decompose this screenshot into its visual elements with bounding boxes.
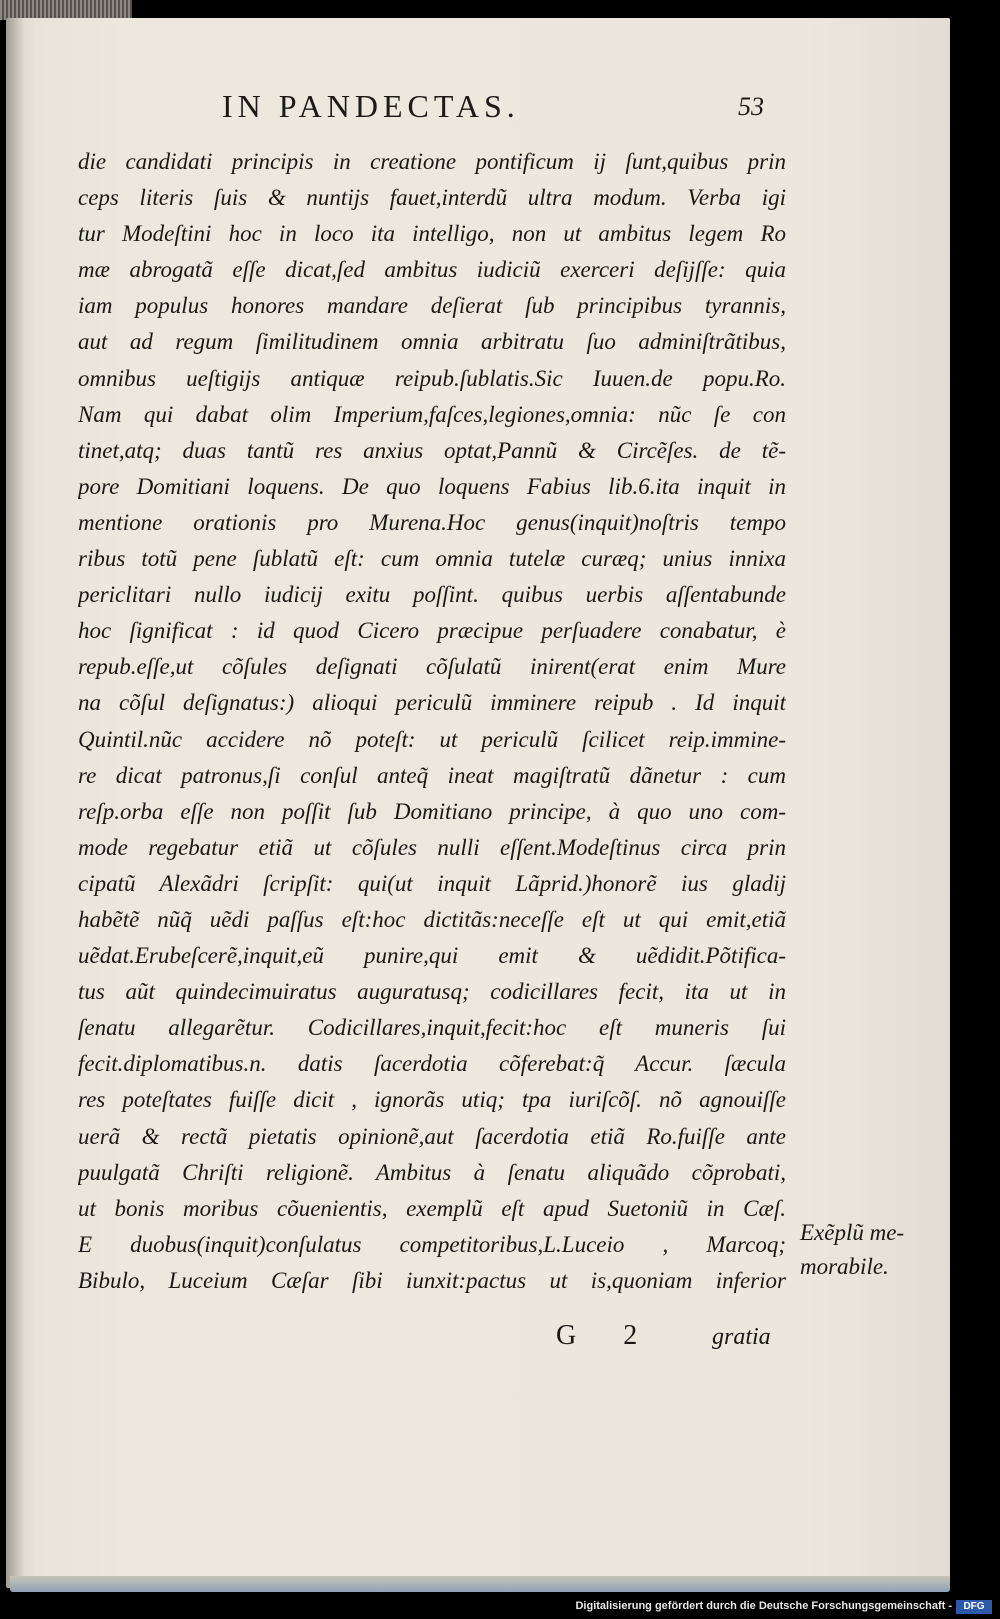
text-line: omnibus ueſtigijs antiquæ reipub.ſublatis.Sic Iuuen.de popu.Ro. xyxy=(78,365,786,391)
text-line: puulgatã Chriſti religionẽ. Ambitus à ſenatu aliquãdo cõprobati, xyxy=(78,1159,786,1185)
text-line: aut ad regum ſimilitudinem omnia arbitratu ſuo adminiſtrãtibus, xyxy=(78,329,786,355)
text-line: Quintil.nũc accidere nõ poteſt: ut periculũ ſcilicet reip.immine- xyxy=(78,726,786,752)
marginal-note-line: morabile. xyxy=(800,1254,889,1279)
running-head: IN PANDECTAS. xyxy=(222,88,520,124)
text-line: Nam qui dabat olim Imperium,faſces,legiones,omnia: nũc ſe con xyxy=(78,401,786,427)
body-text xyxy=(78,144,786,1299)
text-line: mode regebatur etiã ut cõſules nulli eſſent.Modeſtinus circa prin xyxy=(78,834,786,860)
catchword: gratia xyxy=(712,1324,771,1350)
text-line: na cõſul deſignatus:) alioqui periculũ imminere reipub . Id inquit xyxy=(78,690,786,716)
text-line: habẽtẽ nũq̃ uẽdi paſſus eſt:hoc dictitãs:neceſſe eſt ut qui emit,etiã xyxy=(78,906,786,932)
text-line: repub.eſſe,ut cõſules deſignati cõſulatũ inirent(erat enim Mure xyxy=(78,654,786,680)
signature-mark: G 2 xyxy=(556,1320,658,1351)
text-line: die candidati principis in creatione pontificum ij ſunt,quibus prin xyxy=(78,149,786,174)
text-line: Bibulo, Luceium Cæſar ſibi iunxit:pactus ut is,quoniam inferior xyxy=(78,1267,786,1293)
text-line: ut bonis moribus cõuenientis, exemplũ eſt apud Suetoniũ in Cæſ. xyxy=(78,1195,786,1221)
text-line: ſenatu allegarẽtur. Codicillares,inquit,fecit:hoc eſt muneris ſui xyxy=(78,1015,786,1041)
text-line: tinet,atq; duas tantũ res anxius optat,Pannũ & Circẽſes. de tẽ- xyxy=(78,437,786,463)
text-line: iam populus honores mandare deſierat ſub principibus tyrannis, xyxy=(78,293,786,319)
text-line: hoc ſignificat : id quod Cicero præcipue perſuadere conabatur, è xyxy=(78,618,786,644)
text-line: mentione orationis pro Murena.Hoc genus(inquit)noſtris tempo xyxy=(78,509,786,535)
text-line: tur Modeſtini hoc in loco ita intelligo, non ut ambitus legem Ro xyxy=(78,221,786,247)
text-line: tus aũt quindecimuiratus auguratusq; codicillares fecit, ita ut in xyxy=(78,979,786,1005)
text-line: ceps literis ſuis & nuntijs fauet,interdũ ultra modum. Verba igi xyxy=(78,185,786,211)
page-bottom-edge xyxy=(10,1576,950,1592)
text-line: uẽdat.Erubeſcerẽ,inquit,eũ punire,qui emit & uẽdidit.Põtifica- xyxy=(78,943,786,969)
marginal-note xyxy=(800,1216,950,1284)
text-line: res poteſtates fuiſſe dicit , ignorãs utiq; tpa iuriſcõſ. nõ agnouiſſe xyxy=(78,1087,786,1113)
folio-number: 53 xyxy=(738,92,764,121)
text-line: fecit.diplomatibus.n. datis ſacerdotia cõferebat:q̃ Accur. ſæcula xyxy=(78,1051,786,1077)
text-line: mæ abrogatã eſſe dicat,ſed ambitus iudiciũ exerceri deſijſſe: quia xyxy=(78,257,786,283)
text-line: uerã & rectã pietatis opinionẽ,aut ſacerdotia etiã Ro.fuiſſe ante xyxy=(78,1123,786,1149)
dfg-logo: DFG xyxy=(956,1600,992,1614)
text-line: ribus totũ pene ſublatũ eſt: cum omnia tutelæ curæq; unius innixa xyxy=(78,546,786,572)
marginal-note-line: Exẽplũ me- xyxy=(800,1220,905,1245)
text-line: reſp.orba eſſe non poſſit ſub Domitiano principe, à quo uno com- xyxy=(78,798,786,824)
text-line: re dicat patronus,ſi conſul anteq̃ ineat magiſtratũ dãnetur : cum xyxy=(78,762,786,788)
text-line: E duobus(inquit)conſulatus competitoribus,L.Luceio , Marcoq; xyxy=(78,1231,786,1257)
text-line: periclitari nullo iudicij exitu poſſint. quibus uerbis aſſentabunde xyxy=(78,582,786,608)
page-gutter-shadow xyxy=(6,18,24,1588)
text-line: pore Domitiani loquens. De quo loquens Fabius lib.6.ita inquit in xyxy=(78,473,786,499)
digitization-credit: Digitalisierung gefördert durch die Deutsche Forschungsgemeinschaft - xyxy=(575,1600,952,1612)
text-line: cipatũ Alexãdri ſcripſit: qui(ut inquit Lãprid.)honorẽ ius gladij xyxy=(78,870,786,896)
scan-ruler-strip xyxy=(0,0,132,20)
